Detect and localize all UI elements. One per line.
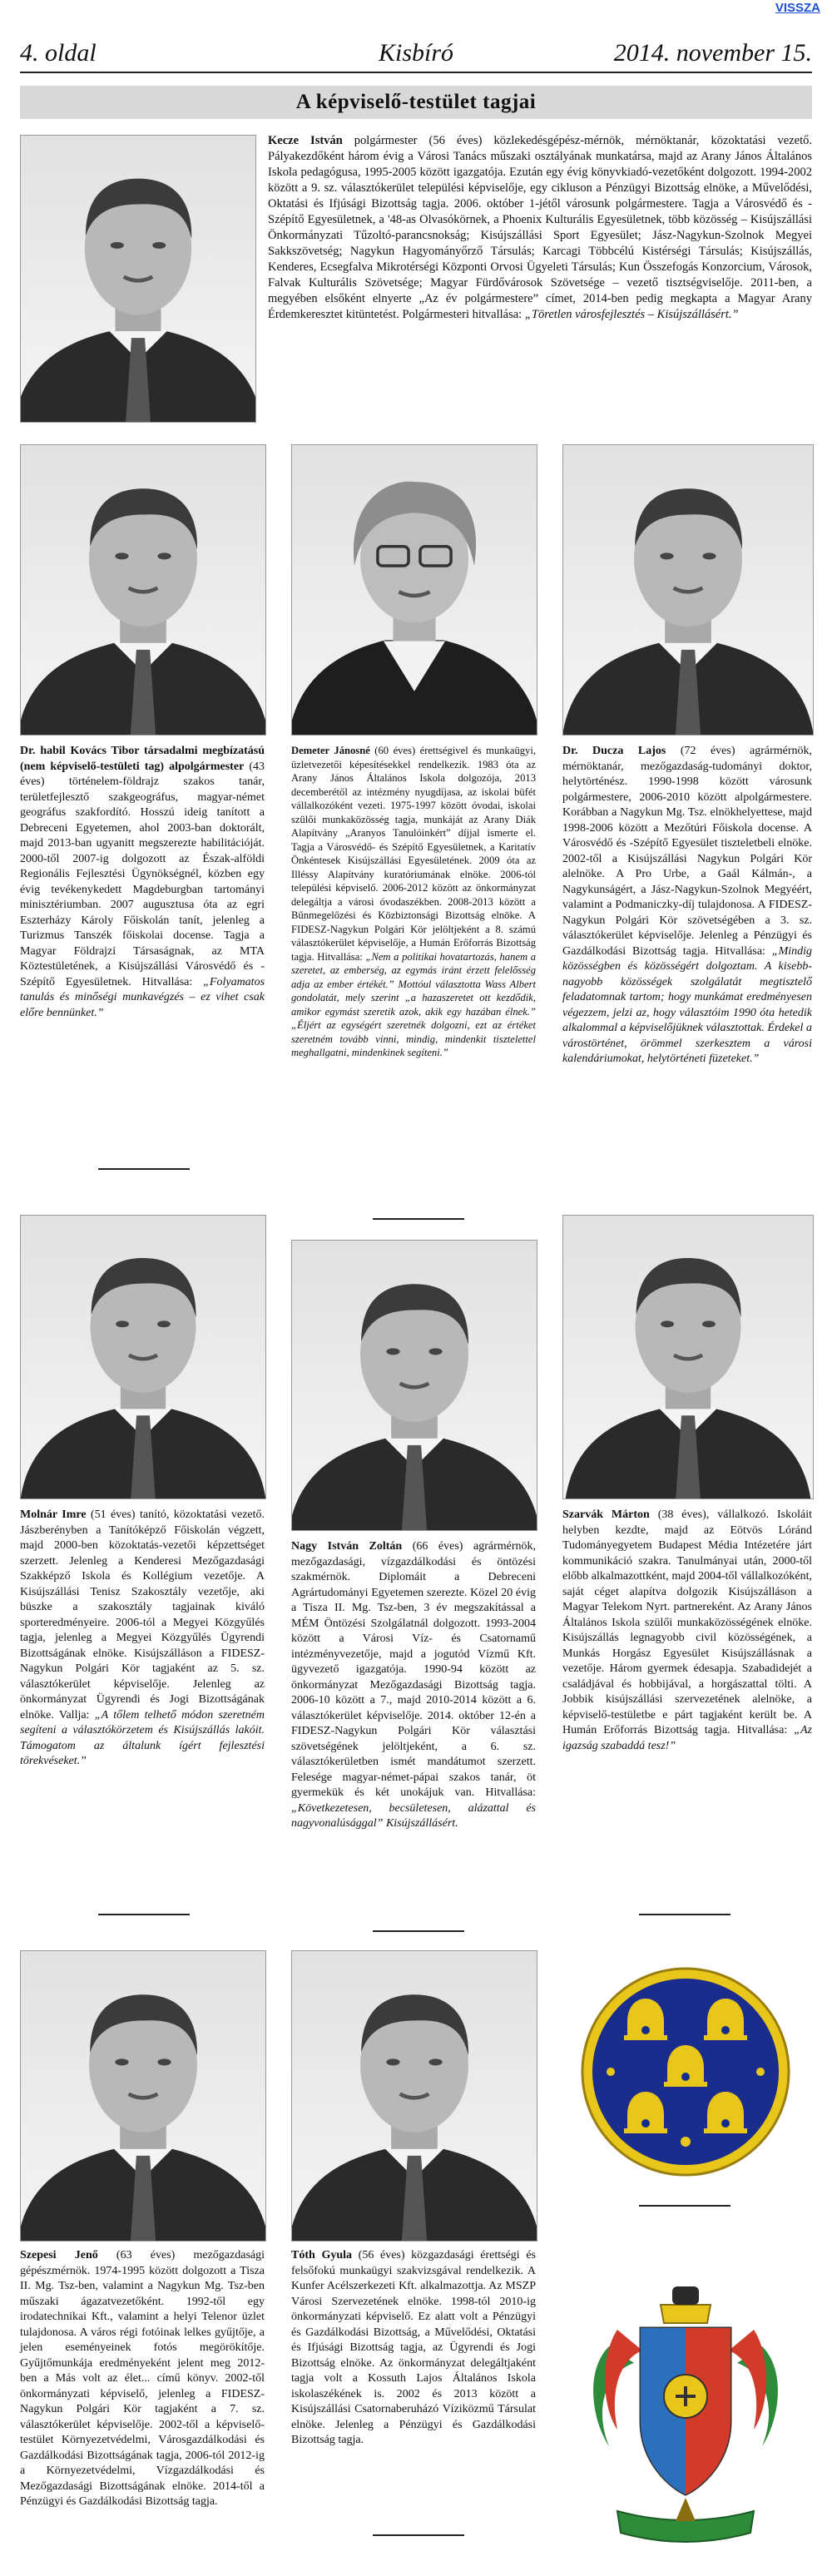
bio-ducza-lajos bbox=[562, 744, 812, 1068]
member-motto: „Következetesen, becsületesen, alázattal és nagyvonalúsággal” Kisújszállásért. bbox=[291, 1801, 536, 1830]
bio-nagy-istvan-zoltan bbox=[291, 1539, 536, 1832]
member-motto: „Töretlen városfejlesztés – Kisújszállásért.” bbox=[524, 308, 739, 321]
bio-kecze-istvan bbox=[268, 133, 812, 323]
member-name: Tóth Gyula bbox=[291, 2249, 353, 2261]
member-intro: (43 éves) történelem-földrajz szakos tanár, területfejlesztő szakgeográfus, magyar-német geográfus szakfordító. bbox=[20, 760, 265, 819]
member-text: Diplomáit a Debreceni Agrártudományi Egyetemen szerezte. Közel 20 évig a Tisza II. Mg. Tsz-ben, 3 év megszakítással a MÉM Öntözési Szolgálatnál dolgozott. 1993-2004 között a Városi Víz- és Csatornamű intézményvezetője, majd a jogutód Vízmű Kft. ügyvezető igazgatója. 1990-94 között az önkormányzat Mezőgazdasági Bizottság tagja. 2006-10 között a 7., majd 2010-2014 között a 6. választókerület képviselője. 2014. október 12-én a FIDESZ-Nagykun Polgári Kör választási szövetségének jelöltjeként, a 6. sz. választókerületben ismét mandátumot szerzett. Felesége magyar-német-pápai szakos tanár, öt gyermekük és két unokájuk van. Hitvallása: bbox=[291, 1571, 536, 1799]
coat-of-arms-icon bbox=[592, 2280, 779, 2554]
beehive-emblem-icon bbox=[577, 1964, 794, 2180]
separator-rule bbox=[373, 2534, 464, 2536]
member-motto: „Folyamatos tanulás és minőségi munkavégzés – ez vihet csak előre bennünket.” bbox=[20, 975, 265, 1019]
portrait-molnar-imre bbox=[20, 1215, 266, 1499]
separator-rule bbox=[639, 1914, 730, 1915]
member-name: Kecze István bbox=[268, 134, 343, 147]
member-name: Dr. habil Kovács Tibor társadalmi megbízatású (nem képviselő-testületi tag) alpolgármester bbox=[20, 745, 265, 773]
member-text: A Kunfer Acélszerkezeti Kft. alkalmazottja. Az MSZP Városi Szervezetének elnöke. 1998-tól 2010-ig önkormányzati képviselő. Ez alatt volt a Pénzügyi és Gazdálkodási Bizottság, a Művelődési, Oktatási és Ifjúsági Bizottság tagja, az Ügyrendi és Jogi Bizottság elnöke. Az önkormányzat delegáltjaként tagja volt a Kossuth Lajos Általános Iskola iskolaszékének is. 2002 és 2013 között a Kisújszállási Csatornaberuházó Víziközmű Társulat elnöke. Jelenleg a Pénzügyi és Gazdálkodási Bizottság tagja. bbox=[291, 2264, 536, 2446]
back-link[interactable]: VISSZA bbox=[775, 1, 820, 15]
member-intro: polgármester (56 éves) közlekedésgépész-mérnök, mérnöktanár, közoktatási vezető. bbox=[354, 134, 812, 147]
portrait-toth-gyula bbox=[291, 1950, 537, 2242]
member-text: 1974-1995 között dolgozott a Tisza II. Mg. Tsz-ben, valamint a Nagykun Mg. Tsz-ben műszaki ágazatvezetőként. 1992-től egy irodatechnikai Kft., valamint a helyi Telenor üzlet tulajdonosa. A város régi fotóinak lelkes gyűjtője, a jelen eseményeinek fotós megörökítője. Gyűjtőmunkája eredményeként jelent meg 2012-ben a Más volt az élet... című könyv. 2002-től önkormányzati képviselő, jelenleg a FIDESZ-Nagykun Polgári Kör tagjaként a 7. sz. választókerület képviselője. 2002-től a képviselő-testület Környezetvédelmi, Városgazdálkodási és Gazdálkodási Bizottságának tagja, 2006-tól 2012-ig a Környezetvédelmi, Vízgazdálkodási és Mezőgazdasági Bizottságának elnöke. 2014-től a Pénzügyi és Gazdálkodási Bizottság tagja. bbox=[20, 2264, 265, 2508]
portrait-szepesi-jeno bbox=[20, 1950, 266, 2242]
portrait-kecze-istvan bbox=[20, 135, 256, 423]
member-name: Molnár Imre bbox=[20, 1508, 87, 1521]
member-motto: „Nem a politikai hovatartozás, hanem a szeretet, az emberség, az egymás iránt érzett felelősség adja az ember értékét.” Mottóul választotta Wass Albert gondolatát, mely szerint „a hazaszeretet ott kezdődik, amikor egymást szeretik azok, akik egy hazában élnek.” „Éljért az egységért szeretnék dolgozni, ezt az értéket szeretném tovább vinni, mindig, mindenkit tisztelettel meghallgatni, mindenkinek segíteni.” bbox=[291, 950, 536, 1058]
page-header bbox=[20, 37, 812, 70]
portrait-kovacs-tibor bbox=[20, 444, 266, 736]
member-intro: (66 éves) agrármérnök, mezőgazdasági, vízgazdálkodási és öntözési szakmérnök. bbox=[291, 1540, 536, 1583]
separator-rule bbox=[98, 1914, 190, 1915]
issue-date: 2014. november 15. bbox=[613, 39, 812, 67]
bio-molnar-imre bbox=[20, 1508, 265, 1770]
member-intro: (63 éves) mezőgazdasági gépészmérnök. bbox=[20, 2249, 265, 2277]
header-rule bbox=[20, 72, 812, 73]
bio-szarvak-marton bbox=[562, 1508, 812, 1754]
page-title: A képviselő-testület tagjai bbox=[20, 86, 812, 119]
member-name: Szepesi Jenő bbox=[20, 2249, 98, 2261]
bio-toth-gyula bbox=[291, 2248, 536, 2449]
separator-rule bbox=[373, 1218, 464, 1220]
member-text: Pályakezdőként három évig a Városi Tanács műszaki osztályának munkatársa, majd az Arany János Általános Iskola pedagógusa, 1995-2005 között igazgatója. Ezután egy évig könyvkiadó-vezetőként dolgozott. 1994-2002 között a 9. sz. választókerület települési képviselője, egy cikluson a Pénzügyi Bizottság elnöke, a Művelődési, Oktatási és Ifjúsági Bizottság tagja. 2006. október 1-jétől városunk polgármestere. Tagja a Városvédő és -Szépítő Egyesületnek, a '48-as Olvasókörnek, a Phoenix Kulturális Egyesületnek, több közösség – Kisújszállási Önkormányzati Tűzoltó-parancsnokság; Kisújszállási Sport Egyesület; Jász-Nagykun-Szolnok Megyei Sakkszövetség; Nagykun Hagyományőrző Társulás; Karcagi Többcélú Kistérségi Társulás; Kisújszállás, Kenderes, Ecsegfalva Mikrotérségi Központi Orvosi Ügyeleti Társulás; Kun Összefogás Konzorcium, Városok, Falvak Kulturális Szövetsége; Magyar Fürdővárosok Szövetsége – vezető tisztségviselője. 2011-ben, a megyében elsőként elnyerte „Az év polgármestere” címet, 2014-ben pedig megkapta a Magyar Arany Érdemkeresztet kitüntetést. Polgármesteri hitvallása: bbox=[268, 150, 812, 321]
member-text: Hosszú ideig tanított a Debreceni Egyetemen, ahol 2003-ban doktorált, majd 2013-ban ugyanitt megszerezte habilitációját. 2000-től 2007-ig dolgozott az Észak-alföldi Regionális Fejlesztési Ügynökségnél, közben egy évig tevékenykedett Magdeburgban tartományi minisztériumban. 2007 augusztusa óta az egri Eszterházy Károly Főiskolán tanít, jelenleg a Turizmus Tanszék főiskolai docense. Tagja a Magyar Földrajzi Társaságnak, az MTA Köztestületének, a Kisújszállási Városvédő és -Szépítő Egyesületnek. Hitvallása: bbox=[20, 806, 265, 988]
separator-rule bbox=[373, 1930, 464, 1932]
portrait-ducza-lajos bbox=[562, 444, 814, 736]
bio-demeter-janosne bbox=[291, 744, 536, 1060]
member-motto: „Az igazság szabaddá tesz!” bbox=[562, 1724, 812, 1752]
member-intro: (72 éves) agrármérnök, mérnöktanár, mezőgazdaság-tudományi doktor, helytörténész. bbox=[562, 745, 813, 788]
member-motto: „A tőlem telhető módon szeretném segíteni a választókörzetem és Kisújszállás lakóit. Támogatom az általunk ígért fejlesztési törekvéseket.” bbox=[20, 1708, 265, 1767]
member-text: Iskoláit helyben kezdte, majd az Eötvös Lóránd Tudományegyetem Budapest Média Intézetére járt kommunikáció szakra. Tanulmányai után, 2000-től előbb alkalmazottként, majd 2004-től vállalkozóként, saját céget alapítva dolgozik Kisújszálláson a Magyar Telekom Nyrt. partnereként. Az Arany János Általános Iskola szülői munkaközösségének elnöke. Kisújszállás legnagyobb civil közösségének, a Munkás Horgász Egyesület Kisújszállásnak a vezetője. Három gyermek édesapja. Szabadidejét a családjával és hobbijával, a horgászattal tölti. A Jobbik kisújszállási szervezetének alelnöke, a képviselő-testületbe e párt tagjaként került be. A Humán Erőforrás Bizottság tagja. Hitvallása: bbox=[562, 1508, 812, 1736]
member-intro: (56 éves) közgazdasági érettségi és felsőfokú munkaügyi szakvizsgával rendelkezik. bbox=[291, 2249, 536, 2277]
bio-szepesi-jeno bbox=[20, 2248, 265, 2510]
portrait-nagy-istvan-zoltan bbox=[291, 1240, 537, 1531]
member-text: 1983 óta az Arany János Általános Iskola dolgozója, 2013 decemberétől az intézmény nyugdíjasa, az iskolai büfét vállalkozóként vezeti. 1975-1997 között óvodai, iskolai szülői munkaközösség tagja, munkáját az Arany Diák Alapítvány „Aranyos Tanulóinkért” díjjal ismerte el. Tagja a Városvédő- és Szépítő Egyesületnek, a Karitatív Önkéntesek Kisújszállási Egyesületének. 2009 óta az Illéssy Alapítvány kuratóriumának elnöke. 2006-tól települési képviselő. 2006-2012 között az önkormányzat delegáltja a városi óvodaszékben. 2008-2013 között a Bűnmegelőzési és Közbiztonsági Bizottság elnöke. A FIDESZ-Nagykun Polgári Kör jelöltjeként a 8. számú választókerület képviselője, a Humán Erőforrás Bizottság tagja. Hitvallása: bbox=[291, 758, 536, 963]
member-intro: (38 éves), vállalkozó. bbox=[657, 1508, 770, 1521]
member-intro: (51 éves) tanító, közoktatási vezető. bbox=[90, 1508, 265, 1521]
member-name: Dr. Ducza Lajos bbox=[562, 745, 666, 757]
member-intro: (60 éves) érettségivel és munkaügyi, üzletvezetői képesítésekkel rendelkezik. bbox=[291, 745, 536, 770]
newspaper-name: Kisbíró bbox=[378, 39, 454, 67]
member-text: Jászberényben a Tanítóképző Főiskolán végzett, majd 2000-ben közoktatás-vezetői képzettséget szerzett. Jelenleg a Kenderesi Mezőgazdasági Szakképző Iskola és Kollégium vezetője. A Kisújszállási Tenisz Szakosztály vezetője, aki büszke a szakosztály tagjainak kiváló sporteredményeire. 2006-tól a Megyei Közgyűlés tagja, jelenleg a Megyei Közgyűlés Ügyrendi Bizottságának elnöke. Kisújszálláson a FIDESZ-Nagykun Polgári Kör tagjaként az 5. sz. választókerület képviselője. Jelenleg az önkormányzat Ügyrendi és Jogi Bizottságának elnöke. Vallja: bbox=[20, 1523, 265, 1721]
member-text: 1990-1998 között városunk polgármestere, 2006-2010 között alpolgármestere. Korábban a Nagykun Mg. Tsz. elnökhelyettese, majd 1998-2006 között a Mezőtúri Főiskola docense. A Városvédő és -Szépítő Egyesület tiszteletbeli elnöke. 2002-től a Kisújszállási Nagykun Polgári Kör alelnöke. A Pro Urbe, a Gaál Kálmán-, a Nagykunságért, a Jász-Nagykun-Szolnok Megyéért, valamint a Podmaniczky-díj tulajdonosa. A FIDESZ-Nagykun Polgári Kör szövetségében a 3. sz. választókerület képviselője. Jelenleg a Pénzügyi és Gazdálkodási Bizottság tagja. Hitvallása: bbox=[562, 775, 813, 958]
member-name: Demeter Jánosné bbox=[291, 745, 370, 756]
member-name: Nagy István Zoltán bbox=[291, 1540, 403, 1553]
member-motto: „Mindig közösségben és közösségért dolgoztam. A kisebb-nagyobb közösségek szolgálatát megtisztelő feladatomnak tartom; hogy munkámat eredményesen végezzem, jelzi az, hogy választóim 1990 óta hetedik alkalommal a képviselőjüknek választottak. Érdekel a várostörténet, örömmel szerkesztem a városi kalendáriumokat, helytörténeti füzeteket.” bbox=[562, 944, 813, 1065]
bio-kovacs-tibor bbox=[20, 744, 265, 1021]
portrait-demeter-janosne bbox=[291, 444, 537, 736]
portrait-szarvak-marton bbox=[562, 1215, 814, 1499]
member-name: Szarvák Márton bbox=[562, 1508, 650, 1521]
page-number: 4. oldal bbox=[20, 39, 97, 67]
separator-rule bbox=[98, 1168, 190, 1170]
separator-rule bbox=[639, 2205, 730, 2207]
